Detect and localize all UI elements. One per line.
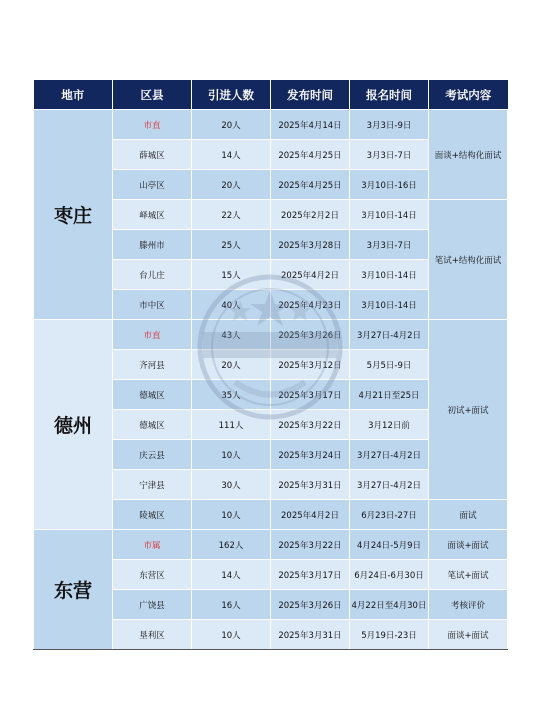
published-cell: 2025年3月31日 (271, 620, 350, 650)
count-cell: 30人 (192, 470, 271, 500)
district-cell: 市中区 (113, 290, 192, 320)
published-cell: 2025年3月26日 (271, 320, 350, 350)
published-cell: 2025年3月17日 (271, 380, 350, 410)
district-cell: 台儿庄 (113, 260, 192, 290)
header-count: 引进人数 (192, 80, 271, 110)
count-cell: 35人 (192, 380, 271, 410)
published-cell: 2025年3月17日 (271, 560, 350, 590)
header-registration: 报名时间 (350, 80, 429, 110)
district-cell: 垦利区 (113, 620, 192, 650)
district-cell: 市属 (113, 530, 192, 560)
district-cell: 德城区 (113, 380, 192, 410)
header-exam-content: 考试内容 (429, 80, 508, 110)
count-cell: 40人 (192, 290, 271, 320)
registration-cell: 5月19日-23日 (350, 620, 429, 650)
header-city: 地市 (34, 80, 113, 110)
published-cell: 2025年3月22日 (271, 530, 350, 560)
registration-cell: 4月21日至25日 (350, 380, 429, 410)
district-cell: 德城区 (113, 410, 192, 440)
recruitment-table (33, 80, 508, 650)
count-cell: 10人 (192, 620, 271, 650)
city-cell: 德州 (34, 320, 113, 530)
published-cell: 2025年4月25日 (271, 140, 350, 170)
count-cell: 14人 (192, 560, 271, 590)
published-cell: 2025年4月2日 (271, 500, 350, 530)
published-cell: 2025年4月14日 (271, 110, 350, 140)
registration-cell: 5月5日-9日 (350, 350, 429, 380)
count-cell: 20人 (192, 170, 271, 200)
header-row (34, 80, 508, 110)
city-cell: 东营 (34, 530, 113, 650)
registration-cell: 3月10日-14日 (350, 260, 429, 290)
published-cell: 2025年3月12日 (271, 350, 350, 380)
registration-cell: 3月3日-7日 (350, 230, 429, 260)
published-cell: 2025年2月2日 (271, 200, 350, 230)
published-cell: 2025年3月22日 (271, 410, 350, 440)
exam-content-cell: 初试+面试 (429, 320, 508, 500)
district-cell: 市直 (113, 110, 192, 140)
table-body (34, 110, 508, 650)
published-cell: 2025年3月26日 (271, 590, 350, 620)
exam-content-cell: 考核评价 (429, 590, 508, 620)
count-cell: 20人 (192, 350, 271, 380)
registration-cell: 3月27日-4月2日 (350, 440, 429, 470)
registration-cell: 3月3日-7日 (350, 140, 429, 170)
published-cell: 2025年3月31日 (271, 470, 350, 500)
district-cell: 峄城区 (113, 200, 192, 230)
exam-content-cell: 面谈+面试 (429, 620, 508, 650)
registration-cell: 3月10日-14日 (350, 290, 429, 320)
table-row (34, 110, 508, 140)
district-cell: 市直 (113, 320, 192, 350)
registration-cell: 3月10日-14日 (350, 200, 429, 230)
registration-cell: 6月24日-6月30日 (350, 560, 429, 590)
district-cell: 宁津县 (113, 470, 192, 500)
district-cell: 齐河县 (113, 350, 192, 380)
city-cell: 枣庄 (34, 110, 113, 320)
published-cell: 2025年3月24日 (271, 440, 350, 470)
registration-cell: 3月27日-4月2日 (350, 470, 429, 500)
table-row (34, 320, 508, 350)
registration-cell: 4月22日至4月30日 (350, 590, 429, 620)
district-cell: 山亭区 (113, 170, 192, 200)
count-cell: 14人 (192, 140, 271, 170)
count-cell: 43人 (192, 320, 271, 350)
district-cell: 薛城区 (113, 140, 192, 170)
exam-content-cell: 笔试+面试 (429, 560, 508, 590)
count-cell: 25人 (192, 230, 271, 260)
count-cell: 111人 (192, 410, 271, 440)
published-cell: 2025年4月2日 (271, 260, 350, 290)
exam-content-cell: 面谈+面试 (429, 530, 508, 560)
registration-cell: 4月24日-5月9日 (350, 530, 429, 560)
district-cell: 陵城区 (113, 500, 192, 530)
count-cell: 22人 (192, 200, 271, 230)
district-cell: 东营区 (113, 560, 192, 590)
district-cell: 广饶县 (113, 590, 192, 620)
published-cell: 2025年4月23日 (271, 290, 350, 320)
count-cell: 15人 (192, 260, 271, 290)
exam-content-cell: 面试 (429, 500, 508, 530)
exam-content-cell: 笔试+结构化面试 (429, 200, 508, 320)
header-district: 区县 (113, 80, 192, 110)
registration-cell: 3月12日前 (350, 410, 429, 440)
count-cell: 10人 (192, 500, 271, 530)
count-cell: 162人 (192, 530, 271, 560)
count-cell: 20人 (192, 110, 271, 140)
count-cell: 16人 (192, 590, 271, 620)
count-cell: 10人 (192, 440, 271, 470)
registration-cell: 3月3日-9日 (350, 110, 429, 140)
district-cell: 庆云县 (113, 440, 192, 470)
exam-content-cell: 面谈+结构化面试 (429, 110, 508, 200)
header-published: 发布时间 (271, 80, 350, 110)
registration-cell: 3月10日-16日 (350, 170, 429, 200)
registration-cell: 6月23日-27日 (350, 500, 429, 530)
published-cell: 2025年4月25日 (271, 170, 350, 200)
table-row (34, 530, 508, 560)
published-cell: 2025年3月28日 (271, 230, 350, 260)
registration-cell: 3月27日-4月2日 (350, 320, 429, 350)
district-cell: 滕州市 (113, 230, 192, 260)
